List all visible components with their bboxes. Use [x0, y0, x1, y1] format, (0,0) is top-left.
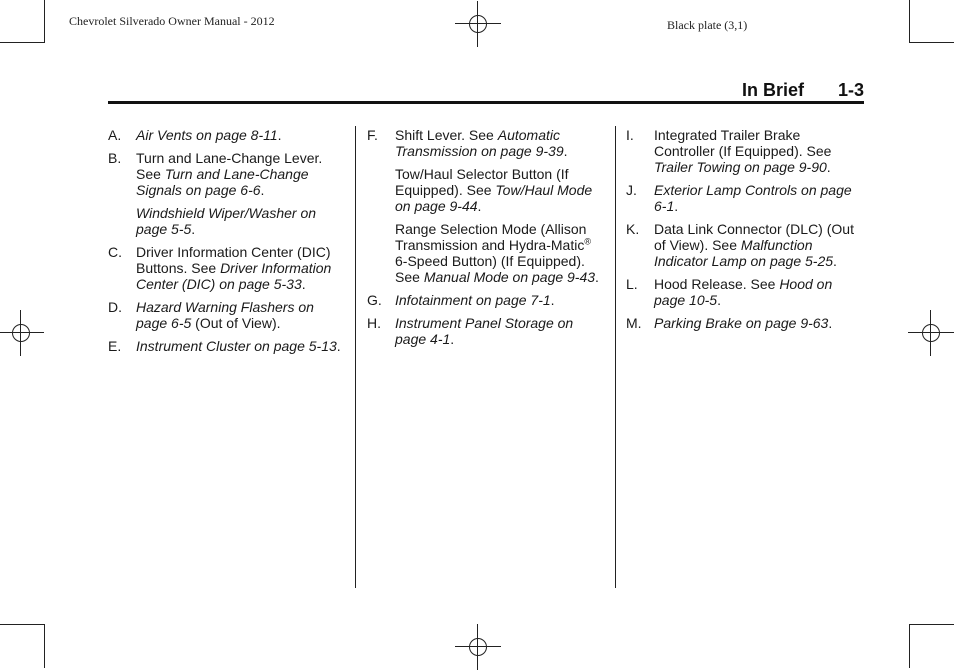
manual-title: Chevrolet Silverado Owner Manual - 2012 [69, 14, 275, 28]
section-title: In Brief [742, 80, 805, 100]
item-letter: F. [367, 127, 378, 143]
crop-mark-tl-h [0, 42, 44, 43]
list-item-i: I. Integrated Trailer Brake Controller (If Equipped). See Trailer Towing on page 9-90. [626, 127, 832, 175]
registered-mark: ® [584, 236, 591, 247]
item-ref[interactable]: Windshield Wiper/Washer on page 5-5 [136, 205, 317, 237]
item-subparagraph: Windshield Wiper/Washer on page 5-5. [136, 205, 317, 237]
item-letter: D. [108, 299, 122, 315]
item-ref[interactable]: Automatic Transmission on page 9-39 [395, 127, 564, 159]
column-divider-2 [615, 126, 616, 588]
crop-mark-bl-h [0, 624, 44, 625]
item-letter: B. [108, 150, 122, 166]
item-ref[interactable]: Hazard Warning Flashers on page 6-5 [136, 299, 314, 331]
list-item-d: D. Hazard Warning Flashers on page 6-5 (Out of View). [108, 299, 314, 331]
list-item-m: M. Parking Brake on page 9-63. [626, 315, 833, 331]
item-text: Hood Release. See [654, 276, 780, 292]
item-letter: J. [626, 182, 637, 198]
crop-mark-tr-v [909, 0, 910, 43]
item-ref[interactable]: Turn and Lane-Change Signals on page 6-6 [136, 166, 309, 198]
page-number: 1-3 [838, 80, 865, 100]
item-ref[interactable]: Instrument Cluster on page 5-13 [136, 338, 337, 354]
registration-mark-left [6, 318, 36, 348]
list-item-b: B. Turn and Lane-Change Lever. See Turn and Lane-Change Signals on page 6-6. Windshield Wiper/Washer on page 5-5. [108, 150, 348, 237]
item-letter: E. [108, 338, 122, 354]
item-text: Turn and Lane-Change Lever. [136, 150, 323, 166]
registration-mark-top [463, 9, 493, 39]
item-ref[interactable]: Parking Brake on page 9-63 [654, 315, 829, 331]
list-item-l: L. Hood Release. See Hood on page 10-5. [626, 276, 833, 308]
item-ref[interactable]: Instrument Panel Storage on page 4-1 [395, 315, 574, 347]
item-text: Shift Lever. See [395, 127, 498, 143]
list-item-k: K. Data Link Connector (DLC) (Out of View). See Malfunction Indicator Lamp on page 5-25. [626, 221, 854, 269]
item-ref[interactable]: Exterior Lamp Controls on page 6-1 [654, 182, 852, 214]
item-letter: I. [626, 127, 634, 143]
item-ref[interactable]: Malfunction Indicator Lamp on page 5-25 [654, 237, 834, 269]
item-text: Data Link Connector (DLC) (Out of View). See [654, 221, 854, 253]
item-text: Integrated Trailer Brake Controller (If Equipped). See [654, 127, 832, 159]
item-subparagraph: Range Selection Mode (Allison Transmission and Hydra-Matic® 6-Speed Button) (If Equipped). See Manual Mode on page 9-43. [395, 221, 599, 285]
crop-mark-br-h [910, 624, 954, 625]
item-ref[interactable]: Driver Information Center (DIC) on page 5-33 [136, 260, 332, 292]
item-letter: L. [626, 276, 638, 292]
registration-mark-right [916, 318, 946, 348]
item-ref[interactable]: Infotainment on page 7-1 [395, 292, 551, 308]
registration-mark-bottom [463, 632, 493, 662]
list-item-c: C. Driver Information Center (DIC) Buttons. See Driver Information Center (DIC) on page 5-33. [108, 244, 332, 292]
item-subparagraph: Tow/Haul Selector Button (If Equipped). See Tow/Haul Mode on page 9-44. [395, 166, 593, 214]
item-letter: H. [367, 315, 381, 331]
column-1 [108, 127, 348, 361]
list-item-f: F. Shift Lever. See Automatic Transmission on page 9-39. Tow/Haul Selector Button (If Equipped). See Tow/Haul Mode on page 9-44. Range Selection Mode (Allison Transmission and Hydra-Matic® 6-Speed Button) (If Equipped). See Manual Mode on page 9-43. [367, 127, 607, 285]
crop-mark-br-v [909, 624, 910, 668]
item-text: Driver Information Center (DIC) Buttons. See [136, 244, 331, 276]
item-ref[interactable]: Manual Mode on page 9-43 [423, 269, 596, 285]
list-item-j: J. Exterior Lamp Controls on page 6-1. [626, 182, 852, 214]
list-item-e: E. Instrument Cluster on page 5-13. [108, 338, 341, 354]
column-2 [367, 127, 607, 354]
column-divider-1 [355, 126, 356, 588]
heading-rule [108, 101, 864, 104]
column-3 [626, 127, 862, 338]
crop-mark-bl-v [44, 624, 45, 668]
list-item-g: G. Infotainment on page 7-1. [367, 292, 555, 308]
item-ref[interactable]: Hood on page 10-5 [654, 276, 833, 308]
item-ref[interactable]: Tow/Haul Mode on page 9-44 [395, 182, 593, 214]
item-ref[interactable]: Air Vents on page 8-11 [136, 127, 278, 143]
item-letter: K. [626, 221, 640, 237]
list-item-h: H. Instrument Panel Storage on page 4-1. [367, 315, 574, 347]
item-letter: A. [108, 127, 122, 143]
crop-mark-tl-v [44, 0, 45, 43]
plate-label: Black plate (3,1) [667, 18, 748, 32]
item-letter: M. [626, 315, 642, 331]
item-ref[interactable]: Trailer Towing on page 9-90 [654, 159, 827, 175]
item-letter: G. [367, 292, 382, 308]
crop-mark-tr-h [910, 42, 954, 43]
list-item-a: A. Air Vents on page 8-11. [108, 127, 282, 143]
item-letter: C. [108, 244, 122, 260]
